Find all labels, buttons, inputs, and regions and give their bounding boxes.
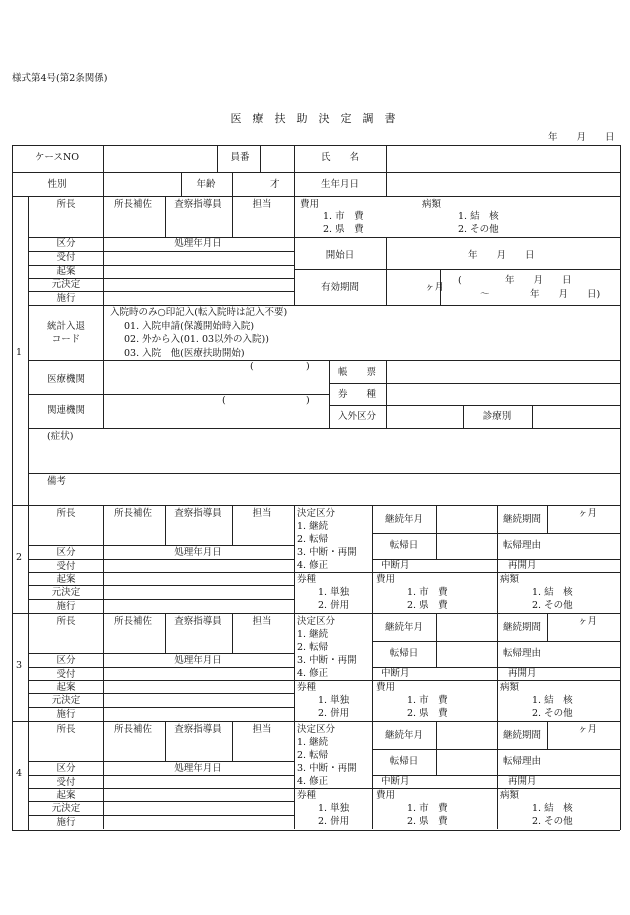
- grid-line: [294, 788, 620, 789]
- outcome-reason-label: 転帰理由: [502, 540, 542, 551]
- member-no-label: 員番: [230, 152, 250, 163]
- grid-line: [28, 801, 294, 802]
- grid-line: [547, 721, 548, 749]
- decision-type-label: 決定区分: [297, 616, 336, 627]
- grid-line: [329, 383, 620, 384]
- decision-option: 3. 中断・再開: [297, 655, 357, 666]
- grid-line: [294, 237, 620, 238]
- stats-note: 入院時のみ○印記入(転入院時は記入不要): [110, 307, 288, 318]
- grid-line: [103, 172, 104, 196]
- grid-line: [386, 360, 387, 428]
- grid-line: [28, 360, 620, 361]
- outcome-reason-label: 転帰理由: [502, 756, 542, 767]
- related-institution-label: 関連機関: [46, 405, 86, 416]
- ledger-label: 帳 票: [337, 367, 377, 378]
- resume-month-label: 再開月: [508, 560, 537, 571]
- expense-option: 1. 市 費: [323, 211, 364, 222]
- suspend-month-label: 中断月: [381, 776, 410, 787]
- director-label: 所長: [56, 724, 76, 735]
- continue-date-label: 継続年月: [384, 622, 424, 633]
- grid-line: [294, 196, 295, 305]
- grid-line: [28, 761, 294, 762]
- grid-line: [294, 145, 295, 172]
- grid-line: [260, 145, 261, 172]
- block-number: 2: [16, 552, 23, 563]
- suspend-month-label: 中断月: [381, 560, 410, 571]
- form-number: 様式第4号(第2条関係): [12, 73, 108, 84]
- grid-line: [28, 428, 620, 429]
- grid-line: [620, 145, 621, 830]
- decision-label: 元決定: [51, 279, 81, 290]
- suspend-month-label: 中断月: [381, 668, 410, 679]
- months-label: ヶ月: [578, 616, 598, 627]
- expense-option: 2. 県 費: [407, 816, 448, 827]
- ticket-type-label: 券種: [297, 574, 317, 585]
- grid-line: [372, 749, 620, 750]
- grid-line: [28, 693, 294, 694]
- remarks-label: 備考: [47, 476, 67, 487]
- outcome-reason-label: 転帰理由: [502, 648, 542, 659]
- processing-date-label: 処理年月日: [174, 655, 222, 666]
- grid-line: [232, 505, 233, 545]
- decision-option: 2. 転帰: [297, 750, 329, 761]
- grid-line: [232, 196, 233, 237]
- expense-option: 2. 県 費: [407, 708, 448, 719]
- age-unit: 才: [270, 179, 280, 190]
- block-number: 3: [16, 660, 23, 671]
- grid-line: [28, 653, 294, 654]
- outcome-date-label: 転帰日: [389, 540, 419, 551]
- expense-label: 費用: [376, 682, 396, 693]
- period-tilde: ～: [480, 289, 490, 300]
- disease-label: 病類: [500, 682, 520, 693]
- inspector-label: 査察指導員: [174, 724, 222, 735]
- period-open-paren: (: [458, 275, 462, 286]
- expense-option: 2. 県 費: [323, 224, 364, 235]
- grid-line: [232, 172, 233, 196]
- inspector-label: 査察指導員: [174, 616, 222, 627]
- resume-month-label: 再開月: [508, 776, 537, 787]
- expense-label: 費用: [300, 199, 320, 210]
- decision-option: 4. 修正: [297, 776, 329, 787]
- inspector-label: 査察指導員: [174, 508, 222, 519]
- period-end: 年 月 日): [530, 289, 601, 300]
- director-label: 所長: [56, 616, 76, 627]
- category-label: 区分: [56, 238, 76, 249]
- document-date: 年 月 日: [548, 132, 615, 143]
- category-label: 区分: [56, 655, 76, 666]
- assistant-label: 所長補佐: [113, 508, 153, 519]
- resume-month-label: 再開月: [508, 668, 537, 679]
- category-label: 区分: [56, 547, 76, 558]
- grid-line: [12, 145, 13, 830]
- charge-label: 担当: [252, 616, 272, 627]
- decision-type-label: 決定区分: [297, 724, 336, 735]
- grid-line: [294, 680, 620, 681]
- age-label: 年齢: [196, 179, 216, 190]
- grid-line: [28, 775, 294, 776]
- continue-period-label: 継続期間: [502, 622, 542, 633]
- reception-label: 受付: [56, 669, 76, 680]
- birth-date-label: 生年月日: [320, 179, 360, 190]
- continue-date-label: 継続年月: [384, 514, 424, 525]
- gender-label: 性別: [47, 179, 67, 190]
- grid-line: [372, 641, 620, 642]
- ticket-type-label: 券 種: [337, 389, 377, 400]
- enforcement-label: 施行: [56, 709, 76, 720]
- stats-code-label: コード: [51, 334, 81, 345]
- outcome-date-label: 転帰日: [389, 648, 419, 659]
- disease-option: 1. 結 核: [458, 211, 499, 222]
- department-label: 診療別: [482, 411, 512, 422]
- ticket-option: 1. 単独: [318, 695, 350, 706]
- grid-line: [372, 533, 620, 534]
- stats-option: 02. 外から入(01. 03以外の入院)): [124, 334, 269, 345]
- draft-label: 起案: [56, 790, 76, 801]
- grid-line: [28, 585, 294, 586]
- expense-label: 費用: [376, 574, 396, 585]
- stats-option: 01. 入院申請(保護開始時入院): [124, 321, 255, 332]
- grid-line: [436, 613, 437, 667]
- grid-line: [165, 505, 166, 545]
- start-date-label: 開始日: [325, 250, 355, 261]
- reception-label: 受付: [56, 561, 76, 572]
- grid-line: [329, 360, 330, 428]
- ticket-option: 1. 単独: [318, 587, 350, 598]
- inspector-label: 査察指導員: [174, 199, 222, 210]
- in-out-label: 入外区分: [337, 411, 377, 422]
- continue-period-label: 継続期間: [502, 514, 542, 525]
- disease-option: 2. その他: [458, 224, 499, 235]
- grid-line: [329, 405, 620, 406]
- ticket-type-label: 券種: [297, 790, 317, 801]
- grid-line: [217, 145, 218, 172]
- name-label: 氏 名: [320, 152, 360, 163]
- decision-option: 2. 転帰: [297, 642, 329, 653]
- ticket-option: 2. 併用: [318, 600, 350, 611]
- paren-close: ): [306, 395, 310, 406]
- expense-option: 2. 県 費: [407, 600, 448, 611]
- processing-date-label: 処理年月日: [174, 763, 222, 774]
- disease-label: 病類: [500, 574, 520, 585]
- grid-line: [28, 680, 294, 681]
- decision-option: 1. 継続: [297, 737, 329, 748]
- enforcement-label: 施行: [56, 817, 76, 828]
- case-no-label: ケースNO: [34, 152, 80, 163]
- grid-line: [294, 505, 295, 613]
- assistant-label: 所長補佐: [113, 616, 153, 627]
- grid-line: [28, 394, 329, 395]
- charge-label: 担当: [252, 508, 272, 519]
- disease-option: 2. その他: [532, 816, 573, 827]
- block-number: 1: [16, 347, 23, 358]
- continue-date-label: 継続年月: [384, 730, 424, 741]
- grid-line: [103, 305, 104, 360]
- assistant-label: 所長補佐: [113, 199, 153, 210]
- grid-line: [165, 721, 166, 761]
- start-date-value: 年 月 日: [468, 250, 535, 261]
- period-start: 年 月 日: [505, 275, 572, 286]
- disease-option: 1. 結 核: [532, 695, 573, 706]
- reception-label: 受付: [56, 252, 76, 263]
- reception-label: 受付: [56, 777, 76, 788]
- grid-line: [28, 545, 294, 546]
- category-label: 区分: [56, 763, 76, 774]
- draft-label: 起案: [56, 682, 76, 693]
- grid-line: [232, 613, 233, 653]
- processing-date-label: 処理年月日: [174, 547, 222, 558]
- grid-line: [386, 145, 387, 196]
- decision-label: 元決定: [51, 695, 81, 706]
- grid-line: [28, 815, 294, 816]
- disease-label: 病類: [422, 199, 442, 210]
- grid-line: [294, 269, 620, 270]
- months-label: ヶ月: [578, 724, 598, 735]
- paren-open: (: [250, 361, 254, 372]
- grid-line: [294, 721, 295, 829]
- decision-option: 3. 中断・再開: [297, 547, 357, 558]
- decision-option: 2. 転帰: [297, 534, 329, 545]
- continue-period-label: 継続期間: [502, 730, 542, 741]
- outcome-date-label: 転帰日: [389, 756, 419, 767]
- charge-label: 担当: [252, 724, 272, 735]
- disease-option: 1. 結 核: [532, 587, 573, 598]
- processing-date-label: 処理年月日: [174, 238, 222, 249]
- grid-line: [28, 559, 294, 560]
- grid-line: [532, 405, 533, 428]
- decision-option: 3. 中断・再開: [297, 763, 357, 774]
- expense-option: 1. 市 費: [407, 695, 448, 706]
- months-label: ヶ月: [578, 508, 598, 519]
- disease-option: 2. その他: [532, 708, 573, 719]
- expense-option: 1. 市 費: [407, 587, 448, 598]
- stats-option: 03. 入院 他(医療扶助開始): [124, 348, 245, 359]
- grid-line: [294, 172, 295, 196]
- director-label: 所長: [56, 199, 76, 210]
- ticket-option: 2. 併用: [318, 708, 350, 719]
- decision-option: 1. 継続: [297, 629, 329, 640]
- medical-institution-label: 医療機関: [46, 374, 86, 385]
- grid-line: [28, 599, 294, 600]
- valid-period-label: 有効期間: [320, 282, 360, 293]
- charge-label: 担当: [252, 199, 272, 210]
- disease-option: 2. その他: [532, 600, 573, 611]
- enforcement-label: 施行: [56, 293, 76, 304]
- grid-line: [386, 237, 387, 305]
- grid-line: [28, 305, 620, 306]
- draft-label: 起案: [56, 266, 76, 277]
- decision-option: 4. 修正: [297, 668, 329, 679]
- grid-line: [28, 572, 294, 573]
- assistant-label: 所長補佐: [113, 724, 153, 735]
- enforcement-label: 施行: [56, 601, 76, 612]
- grid-line: [463, 405, 464, 428]
- grid-line: [28, 473, 620, 474]
- grid-line: [547, 505, 548, 533]
- grid-line: [28, 667, 294, 668]
- grid-line: [28, 707, 294, 708]
- director-label: 所長: [56, 508, 76, 519]
- decision-option: 1. 継続: [297, 521, 329, 532]
- disease-option: 1. 結 核: [532, 803, 573, 814]
- grid-line: [232, 721, 233, 761]
- form-title: 医 療 扶 助 決 定 調 書: [230, 112, 396, 125]
- grid-line: [165, 613, 166, 653]
- grid-line: [181, 172, 182, 196]
- ticket-type-label: 券種: [297, 682, 317, 693]
- decision-label: 元決定: [51, 587, 81, 598]
- grid-line: [294, 572, 620, 573]
- paren-open: (: [222, 395, 226, 406]
- expense-label: 費用: [376, 790, 396, 801]
- grid-line: [28, 788, 294, 789]
- paren-close: ): [306, 361, 310, 372]
- grid-line: [103, 145, 104, 172]
- grid-line: [436, 505, 437, 559]
- grid-line: [436, 721, 437, 775]
- block-number: 4: [16, 768, 23, 779]
- decision-type-label: 決定区分: [297, 508, 336, 519]
- valid-months: ヶ月: [425, 282, 445, 293]
- decision-label: 元決定: [51, 803, 81, 814]
- draft-label: 起案: [56, 574, 76, 585]
- grid-line: [28, 291, 294, 292]
- expense-option: 1. 市 費: [407, 803, 448, 814]
- disease-label: 病類: [500, 790, 520, 801]
- grid-line: [165, 196, 166, 237]
- ticket-option: 1. 単独: [318, 803, 350, 814]
- grid-line: [294, 613, 295, 721]
- grid-line: [547, 613, 548, 641]
- grid-line: [12, 830, 620, 831]
- ticket-option: 2. 併用: [318, 816, 350, 827]
- stats-code-label: 統計入退: [46, 321, 86, 332]
- symptoms-label: (症状): [47, 431, 74, 442]
- decision-option: 4. 修正: [297, 560, 329, 571]
